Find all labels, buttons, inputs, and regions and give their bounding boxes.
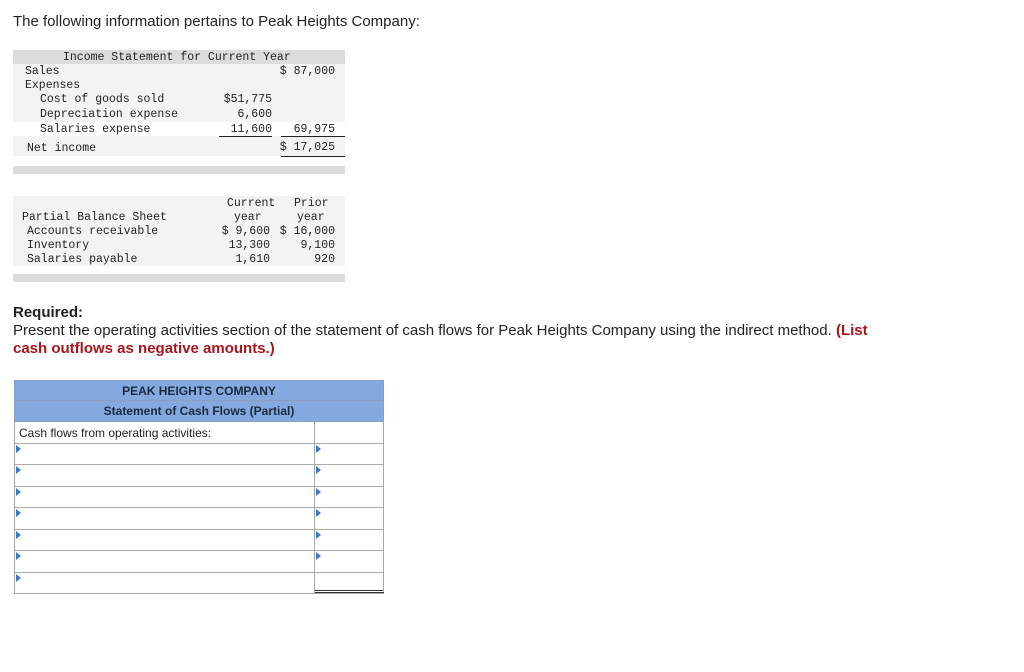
table-row xyxy=(14,551,384,573)
depr-value: 6,600 xyxy=(237,108,272,121)
bs-row-current: 13,300 xyxy=(228,239,270,252)
amount-input-cell[interactable] xyxy=(315,551,384,572)
company-header: PEAK HEIGHTS COMPANY xyxy=(14,380,384,401)
bs-row-label: Inventory xyxy=(27,239,90,252)
statement-header: Statement of Cash Flows (Partial) xyxy=(14,401,384,422)
col-prior-2: year xyxy=(297,211,325,224)
bs-row-label: Accounts receivable xyxy=(27,225,159,238)
table-row xyxy=(14,487,384,509)
table-row xyxy=(14,422,384,444)
dropdown-arrow-icon[interactable] xyxy=(16,466,21,474)
net-income-label: Net income xyxy=(27,142,97,155)
description-input-cell[interactable] xyxy=(14,530,315,551)
bs-bottom-band xyxy=(13,274,345,282)
bs-row-prior: 920 xyxy=(314,253,335,266)
dropdown-arrow-icon[interactable] xyxy=(16,552,21,560)
amount-input-cell[interactable] xyxy=(315,487,384,508)
required-body: Present the operating activities section of the statement of cash flows for Peak Heights Company using the indirect method. xyxy=(13,322,832,339)
bs-row-prior: 9,100 xyxy=(300,239,335,252)
dropdown-arrow-icon[interactable] xyxy=(316,488,321,496)
is-bottom-band xyxy=(13,166,345,174)
col-current-1: Current xyxy=(227,197,276,210)
total-expenses: 69,975 xyxy=(293,123,335,136)
required-text xyxy=(13,322,903,358)
table-row xyxy=(14,465,384,487)
dropdown-arrow-icon[interactable] xyxy=(16,574,21,582)
net-income-rule xyxy=(281,156,345,157)
bs-title: Partial Balance Sheet xyxy=(22,211,167,224)
intro-text: The following information pertains to Peak Heights Company: xyxy=(13,13,420,30)
sales-label: Sales xyxy=(25,65,60,78)
dropdown-arrow-icon[interactable] xyxy=(16,509,21,517)
depr-label: Depreciation expense xyxy=(40,108,179,121)
bs-row-prior: $ 16,000 xyxy=(279,225,335,238)
salaries-label: Salaries expense xyxy=(40,123,151,136)
dropdown-arrow-icon[interactable] xyxy=(316,509,321,517)
salaries-value: 11,600 xyxy=(219,123,272,137)
bs-row-current: $ 9,600 xyxy=(221,225,270,238)
bs-row-label: Salaries payable xyxy=(27,253,138,266)
dropdown-arrow-icon[interactable] xyxy=(316,466,321,474)
table-row xyxy=(14,530,384,552)
description-input-cell[interactable] xyxy=(14,551,315,572)
amount-cell xyxy=(315,422,384,443)
dropdown-arrow-icon[interactable] xyxy=(16,531,21,539)
amount-input-cell[interactable] xyxy=(315,508,384,529)
description-input-cell[interactable] xyxy=(14,573,315,594)
table-row xyxy=(14,444,384,466)
col-current-2: year xyxy=(234,211,262,224)
amount-input-cell[interactable] xyxy=(315,530,384,551)
income-statement xyxy=(13,50,345,174)
total-rule xyxy=(281,136,345,137)
table-row-total xyxy=(14,573,384,595)
description-input-cell[interactable] xyxy=(14,508,315,529)
expenses-label: Expenses xyxy=(25,79,81,92)
amount-input-cell[interactable] xyxy=(315,444,384,465)
balance-sheet xyxy=(13,196,345,282)
dropdown-arrow-icon[interactable] xyxy=(316,552,321,560)
description-input-cell[interactable] xyxy=(14,487,315,508)
dropdown-arrow-icon[interactable] xyxy=(316,531,321,539)
required-title: Required: xyxy=(13,304,84,321)
amount-input-cell[interactable] xyxy=(315,465,384,486)
bs-row-current: 1,610 xyxy=(235,253,270,266)
col-prior-1: Prior xyxy=(294,197,329,210)
dropdown-arrow-icon[interactable] xyxy=(316,445,321,453)
description-input-cell[interactable] xyxy=(14,465,315,486)
required-note: (List cash outflows as negative amounts.) xyxy=(13,322,868,357)
cash-flow-table xyxy=(14,380,384,594)
row-label-cell xyxy=(14,422,315,443)
cogs-label: Cost of goods sold xyxy=(40,93,165,106)
total-amount-cell[interactable] xyxy=(315,573,384,594)
net-income-value: $ 17,025 xyxy=(279,141,335,154)
dropdown-arrow-icon[interactable] xyxy=(16,445,21,453)
dropdown-arrow-icon[interactable] xyxy=(16,488,21,496)
sales-value: $ 87,000 xyxy=(279,65,335,78)
operating-activities-label: Cash flows from operating activities: xyxy=(19,426,212,440)
description-input-cell[interactable] xyxy=(14,444,315,465)
is-title: Income Statement for Current Year xyxy=(63,51,291,64)
cogs-value: $51,775 xyxy=(223,93,272,106)
table-row xyxy=(14,508,384,530)
